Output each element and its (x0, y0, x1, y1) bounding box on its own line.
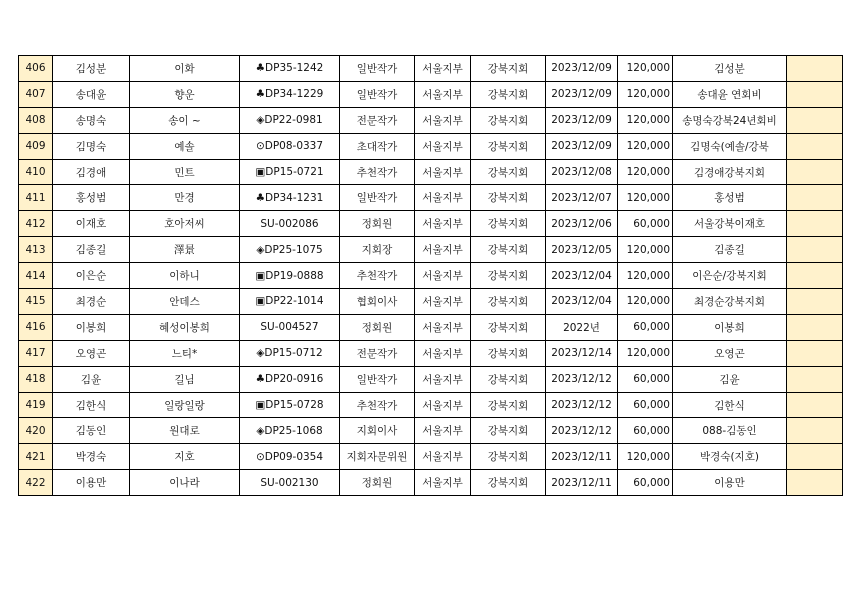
grade-cell: 추천작가 (340, 263, 415, 289)
depositor-cell: 이용만 (673, 470, 787, 496)
table-row (19, 470, 843, 496)
grade-cell: 일반작가 (340, 56, 415, 82)
member-name-cell: 최경순 (53, 289, 130, 315)
amount-cell: 60,000 (618, 470, 673, 496)
member-code-cell: ▣DP22-1014 (240, 289, 340, 315)
branch-cell: 서울지부 (415, 237, 471, 263)
pen-name-cell: 원대로 (130, 418, 240, 444)
amount-cell: 120,000 (618, 289, 673, 315)
chapter-cell: 강북지회 (471, 366, 546, 392)
table-row (19, 107, 843, 133)
branch-cell: 서울지부 (415, 159, 471, 185)
payment-date-cell: 2023/12/08 (546, 159, 618, 185)
memo-cell (787, 133, 843, 159)
member-name-cell: 김윤 (53, 366, 130, 392)
pen-name-cell: 호아저씨 (130, 211, 240, 237)
table-row (19, 211, 843, 237)
table-row (19, 418, 843, 444)
depositor-cell: 김한식 (673, 392, 787, 418)
row-number-cell: 419 (19, 392, 53, 418)
pen-name-cell: 일랑일랑 (130, 392, 240, 418)
member-code-cell: ▣DP15-0728 (240, 392, 340, 418)
member-code-cell: ⊙DP09-0354 (240, 444, 340, 470)
branch-cell: 서울지부 (415, 444, 471, 470)
member-code-cell: SU-002086 (240, 211, 340, 237)
member-code-cell: ◈DP25-1075 (240, 237, 340, 263)
amount-cell: 60,000 (618, 211, 673, 237)
member-code-cell: ◈DP25-1068 (240, 418, 340, 444)
member-name-cell: 송명숙 (53, 107, 130, 133)
payment-date-cell: 2023/12/09 (546, 56, 618, 82)
grade-cell: 전문작가 (340, 340, 415, 366)
branch-cell: 서울지부 (415, 107, 471, 133)
memo-cell (787, 185, 843, 211)
depositor-cell: 김종길 (673, 237, 787, 263)
member-name-cell: 오영곤 (53, 340, 130, 366)
grade-cell: 협회이사 (340, 289, 415, 315)
row-number-cell: 410 (19, 159, 53, 185)
pen-name-cell: 길님 (130, 366, 240, 392)
member-code-cell: ♣DP35-1242 (240, 56, 340, 82)
amount-cell: 120,000 (618, 107, 673, 133)
memo-cell (787, 211, 843, 237)
pen-name-cell: 민트 (130, 159, 240, 185)
chapter-cell: 강북지회 (471, 340, 546, 366)
amount-cell: 120,000 (618, 159, 673, 185)
row-number-cell: 416 (19, 314, 53, 340)
chapter-cell: 강북지회 (471, 185, 546, 211)
depositor-cell: 김경애강북지회 (673, 159, 787, 185)
chapter-cell: 강북지회 (471, 289, 546, 315)
member-code-cell: ♣DP20-0916 (240, 366, 340, 392)
depositor-cell: 김명숙(예솔/강북 (673, 133, 787, 159)
member-name-cell: 박경숙 (53, 444, 130, 470)
member-code-cell: SU-002130 (240, 470, 340, 496)
table-row (19, 159, 843, 185)
amount-cell: 120,000 (618, 340, 673, 366)
chapter-cell: 강북지회 (471, 133, 546, 159)
member-code-cell: ▣DP19-0888 (240, 263, 340, 289)
grade-cell: 지회장 (340, 237, 415, 263)
row-number-cell: 407 (19, 81, 53, 107)
chapter-cell: 강북지회 (471, 470, 546, 496)
branch-cell: 서울지부 (415, 470, 471, 496)
payment-date-cell: 2023/12/05 (546, 237, 618, 263)
payment-date-cell: 2023/12/12 (546, 418, 618, 444)
grade-cell: 지회자문위원 (340, 444, 415, 470)
member-name-cell: 김종길 (53, 237, 130, 263)
depositor-cell: 이봉희 (673, 314, 787, 340)
depositor-cell: 서울강북이재호 (673, 211, 787, 237)
payment-date-cell: 2023/12/12 (546, 366, 618, 392)
depositor-cell: 송명숙강북24년회비 (673, 107, 787, 133)
amount-cell: 120,000 (618, 81, 673, 107)
row-number-cell: 422 (19, 470, 53, 496)
memo-cell (787, 107, 843, 133)
amount-cell: 120,000 (618, 185, 673, 211)
grade-cell: 정회원 (340, 211, 415, 237)
branch-cell: 서울지부 (415, 263, 471, 289)
row-number-cell: 408 (19, 107, 53, 133)
amount-cell: 60,000 (618, 392, 673, 418)
row-number-cell: 415 (19, 289, 53, 315)
chapter-cell: 강북지회 (471, 56, 546, 82)
depositor-cell: 088-김동인 (673, 418, 787, 444)
chapter-cell: 강북지회 (471, 81, 546, 107)
grade-cell: 초대작가 (340, 133, 415, 159)
row-number-cell: 406 (19, 56, 53, 82)
payment-date-cell: 2023/12/11 (546, 444, 618, 470)
member-name-cell: 김동인 (53, 418, 130, 444)
pen-name-cell: 만경 (130, 185, 240, 211)
payment-date-cell: 2022년 (546, 314, 618, 340)
member-code-cell: ⊙DP08-0337 (240, 133, 340, 159)
table-row (19, 263, 843, 289)
row-number-cell: 411 (19, 185, 53, 211)
memo-cell (787, 392, 843, 418)
member-name-cell: 이용만 (53, 470, 130, 496)
pen-name-cell: 송이 ~ (130, 107, 240, 133)
chapter-cell: 강북지회 (471, 418, 546, 444)
pen-name-cell: 향운 (130, 81, 240, 107)
member-code-cell: ◈DP22-0981 (240, 107, 340, 133)
table-body (19, 56, 843, 496)
amount-cell: 60,000 (618, 314, 673, 340)
member-name-cell: 김한식 (53, 392, 130, 418)
branch-cell: 서울지부 (415, 211, 471, 237)
pen-name-cell: 이하니 (130, 263, 240, 289)
memo-cell (787, 470, 843, 496)
member-name-cell: 이은순 (53, 263, 130, 289)
pen-name-cell: 혜성이봉희 (130, 314, 240, 340)
member-code-cell: SU-004527 (240, 314, 340, 340)
table-row (19, 56, 843, 82)
row-number-cell: 421 (19, 444, 53, 470)
table-row (19, 366, 843, 392)
payment-date-cell: 2023/12/06 (546, 211, 618, 237)
memo-cell (787, 444, 843, 470)
pen-name-cell: 느티* (130, 340, 240, 366)
payment-date-cell: 2023/12/09 (546, 133, 618, 159)
table-row (19, 133, 843, 159)
pen-name-cell: 지호 (130, 444, 240, 470)
table-row (19, 340, 843, 366)
depositor-cell: 홍성범 (673, 185, 787, 211)
branch-cell: 서울지부 (415, 133, 471, 159)
member-code-cell: ◈DP15-0712 (240, 340, 340, 366)
grade-cell: 정회원 (340, 470, 415, 496)
branch-cell: 서울지부 (415, 340, 471, 366)
depositor-cell: 최경순강북지회 (673, 289, 787, 315)
row-number-cell: 417 (19, 340, 53, 366)
grade-cell: 지회이사 (340, 418, 415, 444)
grade-cell: 전문작가 (340, 107, 415, 133)
chapter-cell: 강북지회 (471, 237, 546, 263)
branch-cell: 서울지부 (415, 289, 471, 315)
row-number-cell: 420 (19, 418, 53, 444)
payment-date-cell: 2023/12/11 (546, 470, 618, 496)
member-code-cell: ▣DP15-0721 (240, 159, 340, 185)
member-name-cell: 이봉희 (53, 314, 130, 340)
amount-cell: 60,000 (618, 366, 673, 392)
depositor-cell: 김윤 (673, 366, 787, 392)
table-row (19, 237, 843, 263)
pen-name-cell: 澤景 (130, 237, 240, 263)
chapter-cell: 강북지회 (471, 211, 546, 237)
depositor-cell: 박경숙(지호) (673, 444, 787, 470)
row-number-cell: 412 (19, 211, 53, 237)
payment-date-cell: 2023/12/04 (546, 263, 618, 289)
payment-date-cell: 2023/12/09 (546, 107, 618, 133)
chapter-cell: 강북지회 (471, 444, 546, 470)
payment-date-cell: 2023/12/09 (546, 81, 618, 107)
pen-name-cell: 이나라 (130, 470, 240, 496)
payment-date-cell: 2023/12/07 (546, 185, 618, 211)
depositor-cell: 송대윤 연회비 (673, 81, 787, 107)
memo-cell (787, 56, 843, 82)
payment-date-cell: 2023/12/04 (546, 289, 618, 315)
memo-cell (787, 289, 843, 315)
branch-cell: 서울지부 (415, 81, 471, 107)
amount-cell: 120,000 (618, 237, 673, 263)
table-row (19, 81, 843, 107)
chapter-cell: 강북지회 (471, 159, 546, 185)
payment-date-cell: 2023/12/12 (546, 392, 618, 418)
member-name-cell: 김성분 (53, 56, 130, 82)
member-fee-table (18, 55, 843, 496)
branch-cell: 서울지부 (415, 418, 471, 444)
memo-cell (787, 237, 843, 263)
depositor-cell: 김성분 (673, 56, 787, 82)
branch-cell: 서울지부 (415, 314, 471, 340)
table-row (19, 314, 843, 340)
member-name-cell: 송대윤 (53, 81, 130, 107)
row-number-cell: 413 (19, 237, 53, 263)
member-name-cell: 홍성범 (53, 185, 130, 211)
memo-cell (787, 81, 843, 107)
table-row (19, 185, 843, 211)
row-number-cell: 409 (19, 133, 53, 159)
branch-cell: 서울지부 (415, 56, 471, 82)
amount-cell: 120,000 (618, 444, 673, 470)
memo-cell (787, 340, 843, 366)
grade-cell: 일반작가 (340, 366, 415, 392)
grade-cell: 정회원 (340, 314, 415, 340)
payment-date-cell: 2023/12/14 (546, 340, 618, 366)
chapter-cell: 강북지회 (471, 392, 546, 418)
amount-cell: 120,000 (618, 133, 673, 159)
memo-cell (787, 159, 843, 185)
grade-cell: 일반작가 (340, 185, 415, 211)
memo-cell (787, 314, 843, 340)
pen-name-cell: 안데스 (130, 289, 240, 315)
member-name-cell: 김경애 (53, 159, 130, 185)
branch-cell: 서울지부 (415, 392, 471, 418)
pen-name-cell: 이화 (130, 56, 240, 82)
row-number-cell: 418 (19, 366, 53, 392)
memo-cell (787, 418, 843, 444)
depositor-cell: 오영곤 (673, 340, 787, 366)
table-row (19, 289, 843, 315)
chapter-cell: 강북지회 (471, 263, 546, 289)
memo-cell (787, 366, 843, 392)
grade-cell: 추천작가 (340, 392, 415, 418)
member-code-cell: ♣DP34-1231 (240, 185, 340, 211)
chapter-cell: 강북지회 (471, 107, 546, 133)
pen-name-cell: 예솔 (130, 133, 240, 159)
amount-cell: 120,000 (618, 263, 673, 289)
table-row (19, 392, 843, 418)
grade-cell: 추천작가 (340, 159, 415, 185)
row-number-cell: 414 (19, 263, 53, 289)
memo-cell (787, 263, 843, 289)
branch-cell: 서울지부 (415, 366, 471, 392)
grade-cell: 일반작가 (340, 81, 415, 107)
amount-cell: 120,000 (618, 56, 673, 82)
member-name-cell: 이재호 (53, 211, 130, 237)
depositor-cell: 이은순/강북지회 (673, 263, 787, 289)
table-row (19, 444, 843, 470)
member-name-cell: 김명숙 (53, 133, 130, 159)
chapter-cell: 강북지회 (471, 314, 546, 340)
branch-cell: 서울지부 (415, 185, 471, 211)
member-code-cell: ♣DP34-1229 (240, 81, 340, 107)
amount-cell: 60,000 (618, 418, 673, 444)
